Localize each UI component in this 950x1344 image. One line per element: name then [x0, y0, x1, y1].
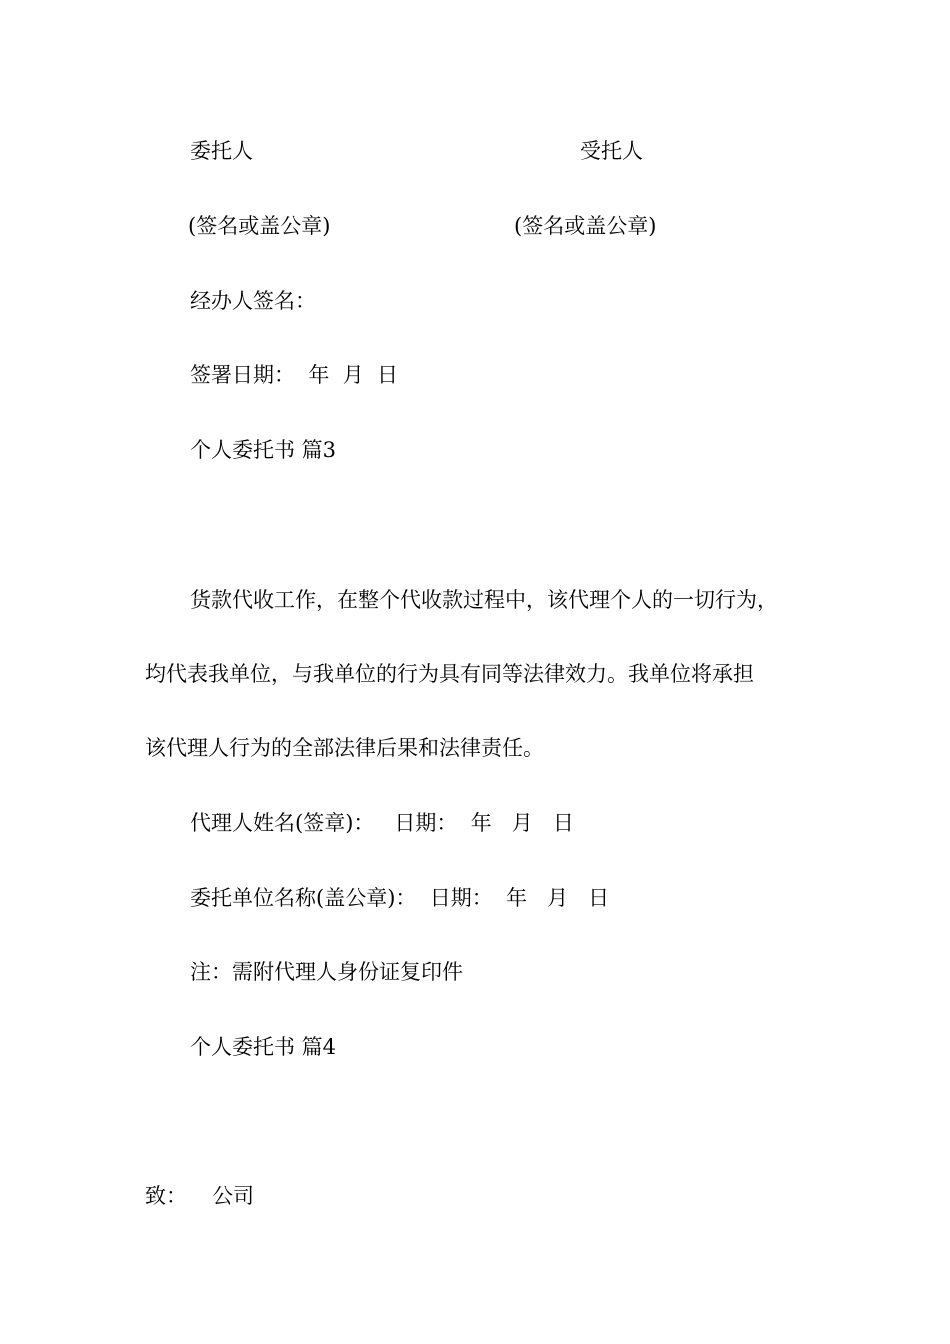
addressee-label: 致： — [145, 1184, 187, 1208]
agent-signature-note: (签名或盖公章) — [514, 214, 657, 238]
signing-date-line: 签署日期： 年 月 日 — [190, 363, 399, 387]
agent-name-date-line: 代理人姓名(签章)： 日期： 年 月 日 — [190, 811, 574, 835]
unit-name-date-line: 委托单位名称(盖公章)： 日期： 年 月 日 — [190, 886, 610, 910]
principal-label: 委托人 — [190, 139, 253, 163]
paragraph-line-1: 货款代收工作，在整个代收款过程中，该代理个人的一切行为， — [190, 588, 778, 612]
addressee-company: 公司 — [212, 1184, 254, 1208]
section-heading-4: 个人委托书 篇4 — [190, 1035, 337, 1059]
section-heading-3: 个人委托书 篇3 — [190, 438, 337, 462]
handler-signature-line: 经办人签名： — [190, 289, 316, 313]
agent-label: 受托人 — [580, 139, 643, 163]
paragraph-line-2: 均代表我单位，与我单位的行为具有同等法律效力。我单位将承担 — [145, 662, 754, 686]
paragraph-line-3: 该代理人行为的全部法律后果和法律责任。 — [145, 736, 544, 760]
id-copy-note: 注：需附代理人身份证复印件 — [190, 960, 463, 984]
principal-signature-note: (签名或盖公章) — [188, 214, 331, 238]
